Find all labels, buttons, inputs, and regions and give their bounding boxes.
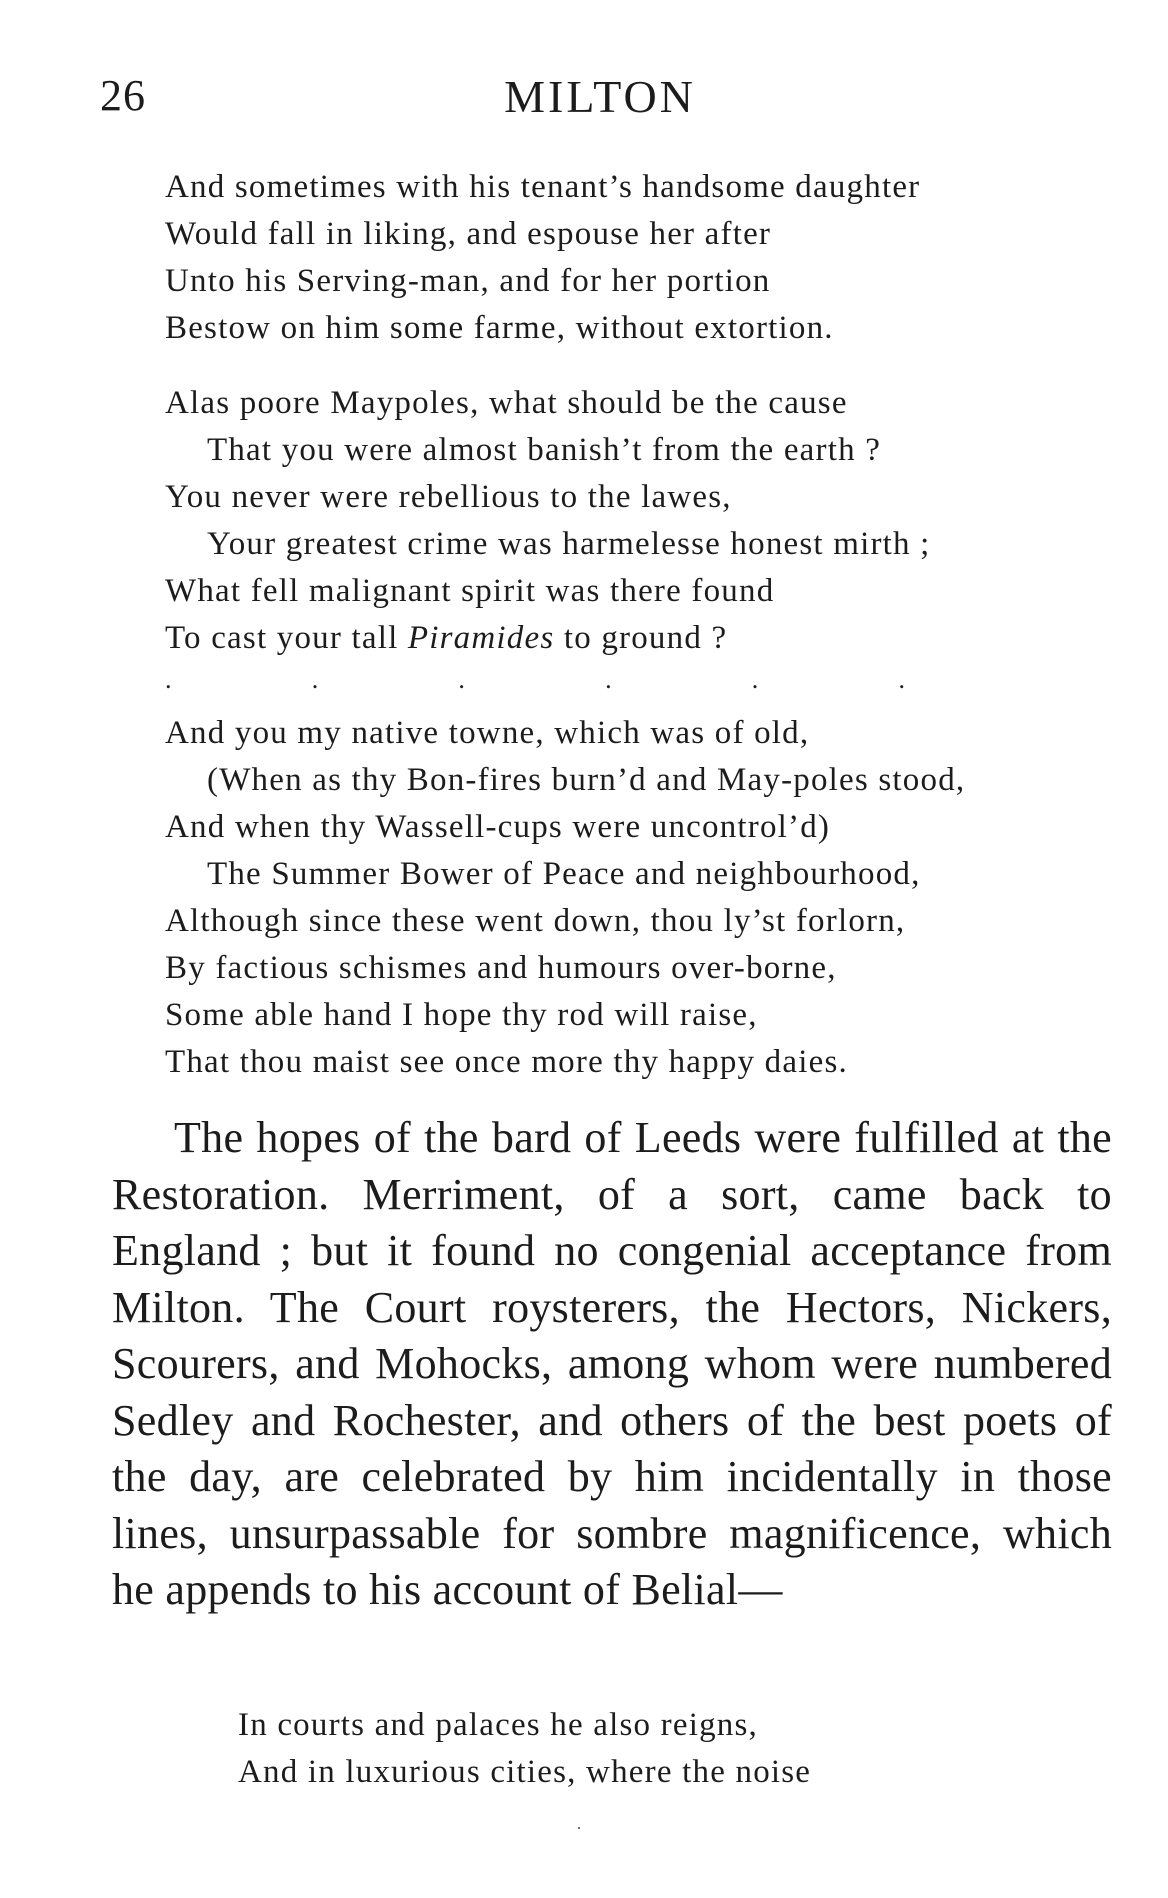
verse-text: To cast your tall [165,620,408,656]
verse-line: Unto his Serving-man, and for her portion [165,263,771,299]
prose-paragraph: The hopes of the bard of Leeds were fulfilled at the Restoration. Merriment, of a sort, came back to England ; but it found no congenial acceptance from Milton. The Court roysterers, the Hectors, Nickers, Scourers, and Mohocks, among whom were numbered Sedley and Rochester, and others of the best poets of the day, are celebrated by him incidentally in those lines, unsurpassable for sombre magnificence, which he appends to his account of Belial— [112,1113,1112,1614]
verse-line: Would fall in liking, and espouse her after [165,216,772,252]
print-speck: · [576,1818,582,1838]
verse-line: And you my native towne, which was of old, [165,715,810,751]
verse-line: That thou maist see once more thy happy daies. [165,1044,848,1080]
verse-stanza-native-towne [165,710,965,1086]
ellipsis-row [165,665,905,695]
italic-word-piramides: Piramides [407,620,555,656]
verse-stanza-belial [238,1702,811,1796]
verse-line: What fell malignant spirit was there found [165,573,775,609]
verse-line-piramides [165,615,931,662]
running-title: MILTON [504,71,696,122]
page-number: 26 [100,71,146,120]
verse-stanza-tenant [165,164,920,352]
verse-line: You never were rebellious to the lawes, [165,479,732,515]
verse-line: And in luxurious cities, where the noise [238,1754,812,1790]
running-head [100,70,1100,120]
verse-line: Bestow on him some farme, without extortion. [165,310,834,346]
ellipsis-dot: . [898,665,905,694]
verse-line: That you were almost banish’t from the earth ? [207,432,882,468]
ellipsis-dot: . [165,665,172,694]
verse-line: (When as thy Bon-fires burn’d and May-poles stood, [207,762,966,798]
verse-line: Your greatest crime was harmelesse honest mirth ; [207,526,931,562]
verse-line: And when thy Wassell-cups were uncontrol’d) [165,809,831,845]
ellipsis-dot: . [751,665,759,694]
ellipsis-dot: . [311,665,319,694]
prose-body [112,1110,1112,1619]
ellipsis-dot: . [605,665,612,694]
verse-line: Alas poore Maypoles, what should be the cause [165,385,848,421]
verse-text: to ground ? [554,620,728,656]
verse-line: And sometimes with his tenant’s handsome daughter [165,169,921,205]
verse-line: By factious schismes and humours over-borne, [165,950,837,986]
verse-stanza-maypoles [165,380,931,662]
verse-line: In courts and palaces he also reigns, [238,1707,758,1743]
verse-line: Although since these went down, thou ly’st forlorn, [165,903,906,939]
verse-line: The Summer Bower of Peace and neighbourhood, [207,856,921,892]
verse-line: Some able hand I hope thy rod will raise, [165,997,758,1033]
ellipsis-dot: . [458,665,465,694]
